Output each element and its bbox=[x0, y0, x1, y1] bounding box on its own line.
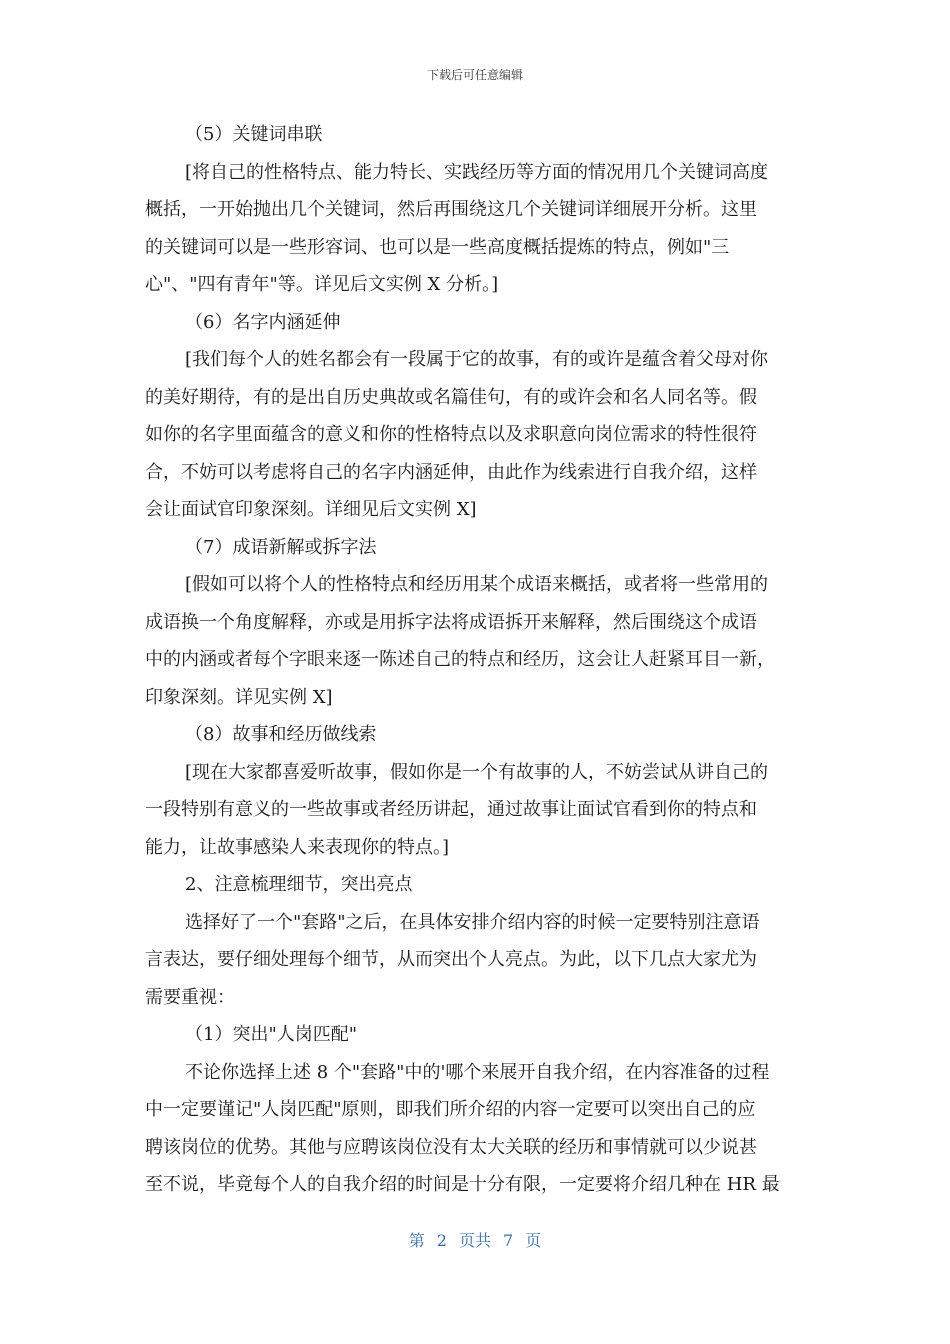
text-line: 心"、"四有青年"等。详见后文实例 X 分析。] bbox=[145, 274, 499, 295]
footer-prefix: 第 bbox=[408, 1231, 425, 1250]
text-line: 印象深刻。详见实例 X] bbox=[145, 686, 333, 708]
text-line: 合，不妨可以考虑将自己的名字内涵延伸，由此作为线索进行自我介绍，这样 bbox=[145, 461, 757, 483]
text-line: 的美好期待，有的是出自历史典故或名篇佳句，有的或许会和名人同名等。假 bbox=[145, 386, 757, 408]
text-line: （7）成语新解或拆字法 bbox=[185, 536, 377, 558]
text-line: 的关键词可以是一些形容词、也可以是一些高度概括提炼的特点，例如"三 bbox=[145, 236, 730, 258]
text-line: 概括，一开始抛出几个关键词，然后再围绕这几个关键词详细展开分析。这里 bbox=[145, 199, 757, 220]
text-line: （1）突出"人岗匹配" bbox=[185, 1024, 358, 1045]
footer-total-pages: 7 bbox=[503, 1231, 514, 1250]
text-line: （6）名字内涵延伸 bbox=[185, 311, 341, 333]
text-line: （8）故事和经历做线索 bbox=[185, 724, 377, 745]
footer-suffix: 页 bbox=[525, 1231, 542, 1250]
footer-middle: 页共 bbox=[458, 1231, 491, 1250]
text-line: （5）关键词串联 bbox=[185, 124, 323, 145]
text-line: 不论你选择上述 8 个"套路"中的'哪个来展开自我介绍，在内容准备的过程 bbox=[185, 1061, 770, 1083]
text-line: 会让面试官印象深刻。详细见后文实例 X] bbox=[145, 499, 477, 520]
text-line: 如你的名字里面蕴含的意义和你的性格特点以及求职意向岗位需求的特性很符 bbox=[145, 424, 757, 445]
text-line: [将自己的性格特点、能力特长、实践经历等方面的情况用几个关键词高度 bbox=[185, 161, 769, 183]
text-line: 至不说，毕竟每个人的自我介绍的时间是十分有限，一定要将介绍几种在 HR 最 bbox=[145, 1174, 780, 1195]
text-line: 一段特别有意义的一些故事或者经历讲起，通过故事让面试官看到你的特点和 bbox=[145, 799, 757, 820]
footer-page-number: 2 bbox=[436, 1231, 447, 1250]
text-line: [现在大家都喜爱听故事，假如你是一个有故事的人，不妨尝试从讲自己的 bbox=[185, 761, 769, 783]
text-line: 成语换一个角度解释，亦或是用拆字法将成语拆开来解释，然后围绕这个成语 bbox=[145, 611, 757, 633]
text-line: 需要重视： bbox=[145, 986, 235, 1008]
text-line: 中的内涵或者每个字眼来逐一陈述自己的特点和经历，这会让人赶紧耳目一新， bbox=[145, 649, 775, 670]
text-line: 能力，让故事感染人来表现你的特点。] bbox=[145, 836, 450, 858]
page-footer bbox=[0, 1228, 950, 1251]
text-line: 言表达，要仔细处理每个细节，从而突出个人亮点。为此，以下几点大家尤为 bbox=[145, 949, 757, 970]
header-note: 下载后可任意编辑 bbox=[426, 68, 523, 82]
text-line: [假如可以将个人的性格特点和经历用某个成语来概括，或者将一些常用的 bbox=[185, 574, 769, 595]
text-line: [我们每个人的姓名都会有一段属于它的故事，有的或许是蕴含着父母对你 bbox=[185, 349, 769, 370]
text-line: 中一定要谨记"人岗匹配"原则，即我们所介绍的内容一定要可以突出自己的应 bbox=[145, 1099, 756, 1120]
text-line: 2、注意梳理细节，突出亮点 bbox=[185, 874, 413, 895]
text-line: 选择好了一个"套路"之后，在具体安排介绍内容的时候一定要特别注意语 bbox=[185, 911, 760, 933]
document-body bbox=[145, 116, 809, 1204]
text-line: 聘该岗位的优势。其他与应聘该岗位没有太大关联的经历和事情就可以少说甚 bbox=[145, 1136, 757, 1158]
